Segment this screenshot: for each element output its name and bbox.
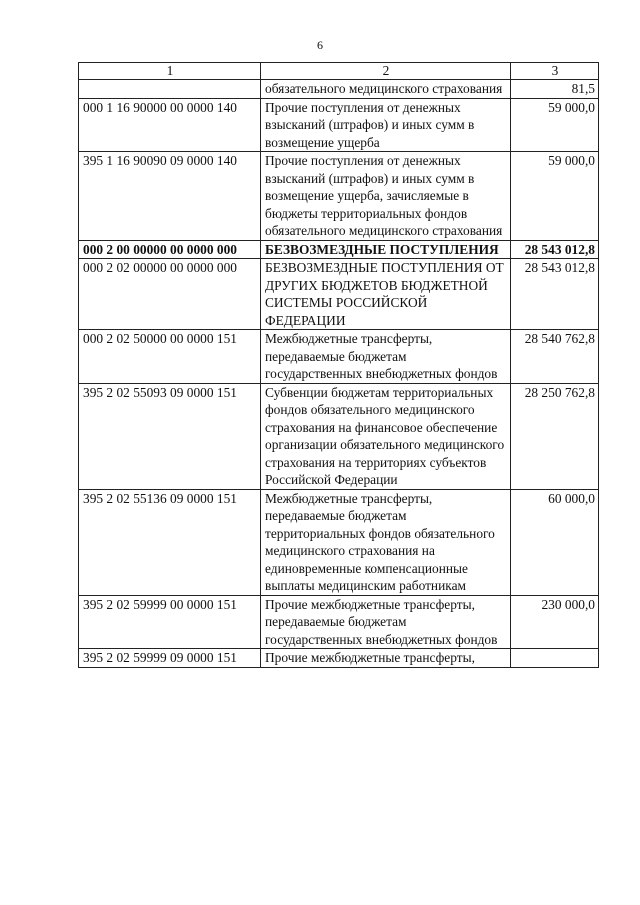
table-row	[79, 489, 599, 595]
row-code	[79, 80, 261, 99]
row-code: 000 2 00 00000 00 0000 000	[79, 240, 261, 259]
row-amount: 28 250 762,8	[511, 383, 599, 489]
row-name: обязательного медицинского страхования	[261, 80, 511, 99]
row-name: Прочие межбюджетные трансферты,	[261, 649, 511, 668]
header-col-3: 3	[511, 63, 599, 80]
row-amount: 60 000,0	[511, 489, 599, 595]
row-name: Субвенции бюджетам территориальных фондов обязательного медицинского страхования на финансовое обеспечение организации обязательного медицинского страхования на территориях субъектов Российской Федерации	[261, 383, 511, 489]
table-row	[79, 595, 599, 649]
header-col-1: 1	[79, 63, 261, 80]
row-code: 395 2 02 59999 00 0000 151	[79, 595, 261, 649]
row-code: 000 2 02 00000 00 0000 000	[79, 259, 261, 330]
table-row	[79, 80, 599, 99]
table-header-row	[79, 63, 599, 80]
row-amount: 59 000,0	[511, 152, 599, 241]
budget-table	[78, 62, 599, 668]
row-name: Межбюджетные трансферты, передаваемые бюджетам территориальных фондов обязательного медицинского страхования на единовременные компенсационные выплаты медицинским работникам	[261, 489, 511, 595]
table-row	[79, 152, 599, 241]
header-col-2: 2	[261, 63, 511, 80]
row-name: Межбюджетные трансферты, передаваемые бюджетам государственных внебюджетных фондов	[261, 330, 511, 384]
row-code: 000 2 02 50000 00 0000 151	[79, 330, 261, 384]
row-name: Прочие поступления от денежных взысканий (штрафов) и иных сумм в возмещение ущерба, зачисляемые в бюджеты территориальных фондов обязательного медицинского страхования	[261, 152, 511, 241]
row-code: 000 1 16 90000 00 0000 140	[79, 98, 261, 152]
table-row	[79, 330, 599, 384]
row-code: 395 2 02 59999 09 0000 151	[79, 649, 261, 668]
row-name: Прочие поступления от денежных взысканий (штрафов) и иных сумм в возмещение ущерба	[261, 98, 511, 152]
row-amount: 28 540 762,8	[511, 330, 599, 384]
row-code: 395 1 16 90090 09 0000 140	[79, 152, 261, 241]
table-row	[79, 259, 599, 330]
row-amount: 59 000,0	[511, 98, 599, 152]
row-name: БЕЗВОЗМЕЗДНЫЕ ПОСТУПЛЕНИЯ	[261, 240, 511, 259]
row-code: 395 2 02 55093 09 0000 151	[79, 383, 261, 489]
row-code: 395 2 02 55136 09 0000 151	[79, 489, 261, 595]
table-row-total	[79, 240, 599, 259]
row-name: Прочие межбюджетные трансферты, передаваемые бюджетам государственных внебюджетных фондов	[261, 595, 511, 649]
row-name: БЕЗВОЗМЕЗДНЫЕ ПОСТУПЛЕНИЯ ОТ ДРУГИХ БЮДЖЕТОВ БЮДЖЕТНОЙ СИСТЕМЫ РОССИЙСКОЙ ФЕДЕРАЦИИ	[261, 259, 511, 330]
row-amount: 28 543 012,8	[511, 240, 599, 259]
row-amount: 230 000,0	[511, 595, 599, 649]
table-row	[79, 649, 599, 668]
row-amount: 28 543 012,8	[511, 259, 599, 330]
page-number: 6	[317, 38, 323, 52]
row-amount	[511, 649, 599, 668]
table-row	[79, 383, 599, 489]
row-amount: 81,5	[511, 80, 599, 99]
table-row	[79, 98, 599, 152]
